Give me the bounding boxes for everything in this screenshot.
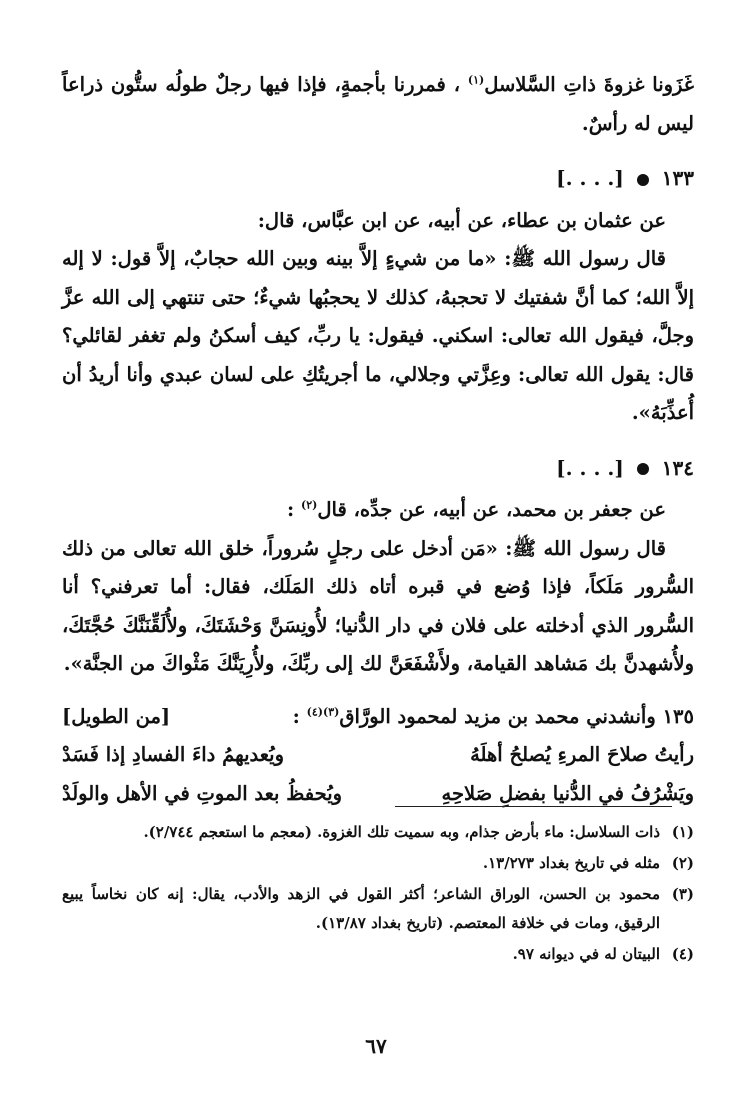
footnote-2-text: مثله في تاريخ بغداد ١٣/٢٧٣. <box>482 854 660 872</box>
footnote-3 <box>62 880 694 938</box>
verse-1 <box>62 736 694 775</box>
footnote-1-text: ذات السلاسل: ماء بأرض جذام، وبه سميت تلك الغزوة. (معجم ما استعجم ٢/٧٤٤). <box>143 823 660 841</box>
hadith-134-isnad-b: : <box>286 498 295 521</box>
hadith-133-isnad: عن عثمان بن عطاء، عن أبيه، عن ابن عبَّاس، قال: <box>257 208 666 232</box>
poem-meter: [من الطويل] <box>62 704 171 728</box>
footnote-separator <box>395 806 672 807</box>
poem-135-heading <box>62 698 694 737</box>
verse-1-first-hemistich: رأيتُ صلاحَ المرءِ يُصلحُ أهلَهُ <box>470 743 694 766</box>
hadith-134-bracket: [. . . .] <box>556 455 624 480</box>
footnote-3-number: (٣) <box>671 885 694 903</box>
footnote-2 <box>62 849 694 878</box>
hadith-134-number: ١٣٤ <box>661 455 694 480</box>
page-number: ٦٧ <box>365 1034 387 1058</box>
verse-2-first-hemistich: ويَشْرُفُ في الدُّنيا بفضلِ صَلاحِهِ <box>441 781 694 805</box>
footnote-2-number: (٢) <box>671 854 694 872</box>
footnote-ref-2: (٢) <box>300 498 318 512</box>
verse-1-second-hemistich: ويُعديهمُ داءَ الفسادِ إذا فَسَدْ <box>62 743 285 766</box>
footnotes <box>62 818 694 971</box>
bullet-icon <box>637 463 649 475</box>
hadith-134-isnad <box>62 491 694 530</box>
poem <box>62 736 694 813</box>
footnote-4-number: (٤) <box>671 945 694 963</box>
hadith-134-text: قال رسول الله ﷺ: «مَن أدخل على رجلٍ سُروراً، خلق الله تعالى من ذلك السُّرور مَلَكاً، فإذا وُضع في قبره أتاه ذلك المَلَك، فقال: أما تعرفني؟ أنا السُّرور الذي أدخلته على فلان في دار الدُّنيا؛ لأُونِسَنَّ وَحْشَتَكَ، ولأُلَقِّنَنَّكَ حُجَّتَكَ، ولأُشهدنَّ بك مَشاهد القيامة، ولأَشْفَعَنَّ لك إلى ربِّكَ، ولأُرِيَنَّكَ مَثْواكَ من الجنَّة». <box>62 536 694 675</box>
hadith-133-heading <box>62 159 694 198</box>
footnote-3-text: محمود بن الحسن، الوراق الشاعر؛ أكثر القول في الزهد والأدب، يقال: إنه كان نخاساً يبيع الرقيق، ومات في خلافة المعتصم. (تاريخ بغداد ١٣/٨٧). <box>62 885 660 932</box>
footnote-4-text: البيتان له في ديوانه ٩٧. <box>512 945 660 963</box>
p1-text-b: ، فمررنا بأجمةٍ، فإذا فيها رجلٌ طولُه ستُّون ذراعاً ليس له رأسٌ. <box>62 73 694 135</box>
hadith-133-bracket: [. . . .] <box>556 166 624 190</box>
poem-135-intro-b: : <box>292 704 300 728</box>
footnote-1-number: (١) <box>671 823 694 841</box>
bullet-icon <box>637 174 649 186</box>
p1-text-a: غَزَونا غزوةَ ذاتِ السَّلاسل <box>484 73 694 96</box>
poem-135-intro <box>293 698 694 737</box>
poem-135-number: ١٣٥ <box>662 704 694 728</box>
hadith-134-isnad-a: عن جعفر بن محمد، عن أبيه، عن جدِّه، قال <box>317 498 666 521</box>
paragraph-continuation <box>62 66 694 143</box>
verse-2 <box>62 775 694 814</box>
footnote-4 <box>62 940 694 969</box>
footnote-ref-3-4: (٣)(٤) <box>306 705 340 718</box>
hadith-133-number: ١٣٣ <box>661 166 694 190</box>
footnote-ref-1: (١) <box>467 73 485 87</box>
hadith-134-heading <box>62 449 694 488</box>
hadith-133-text: قال رسول الله ﷺ: «ما من شيءٍ إلاَّ بينه وبين الله حجابٌ، إلاَّ قول: لا إله إلاَّ الله؛ كما أنَّ شفتيك لا تحجبهُ، كذلك لا يحجبُها شيءٌ؛ حتى تنتهي إلى الله عزَّ وجلَّ، فيقول الله تعالى: اسكني. فيقول: يا ربِّ، كيف أسكنُ ولم تغفر لقائلي؟ قال: يقول الله تعالى: وعِزَّتي وجلالي، ما أجريتُكِ على لسان عبدي وأنا أريدُ أن أُعذِّبَهُ». <box>62 247 694 424</box>
verse-2-second-hemistich: ويُحفظُ بعد الموتِ في الأهل والولَدْ <box>62 781 343 805</box>
main-text <box>62 66 694 813</box>
footnote-1 <box>62 818 694 847</box>
poem-135-intro-a: وأنشدني محمد بن مزيد لمحمود الورَّاق <box>339 704 656 728</box>
